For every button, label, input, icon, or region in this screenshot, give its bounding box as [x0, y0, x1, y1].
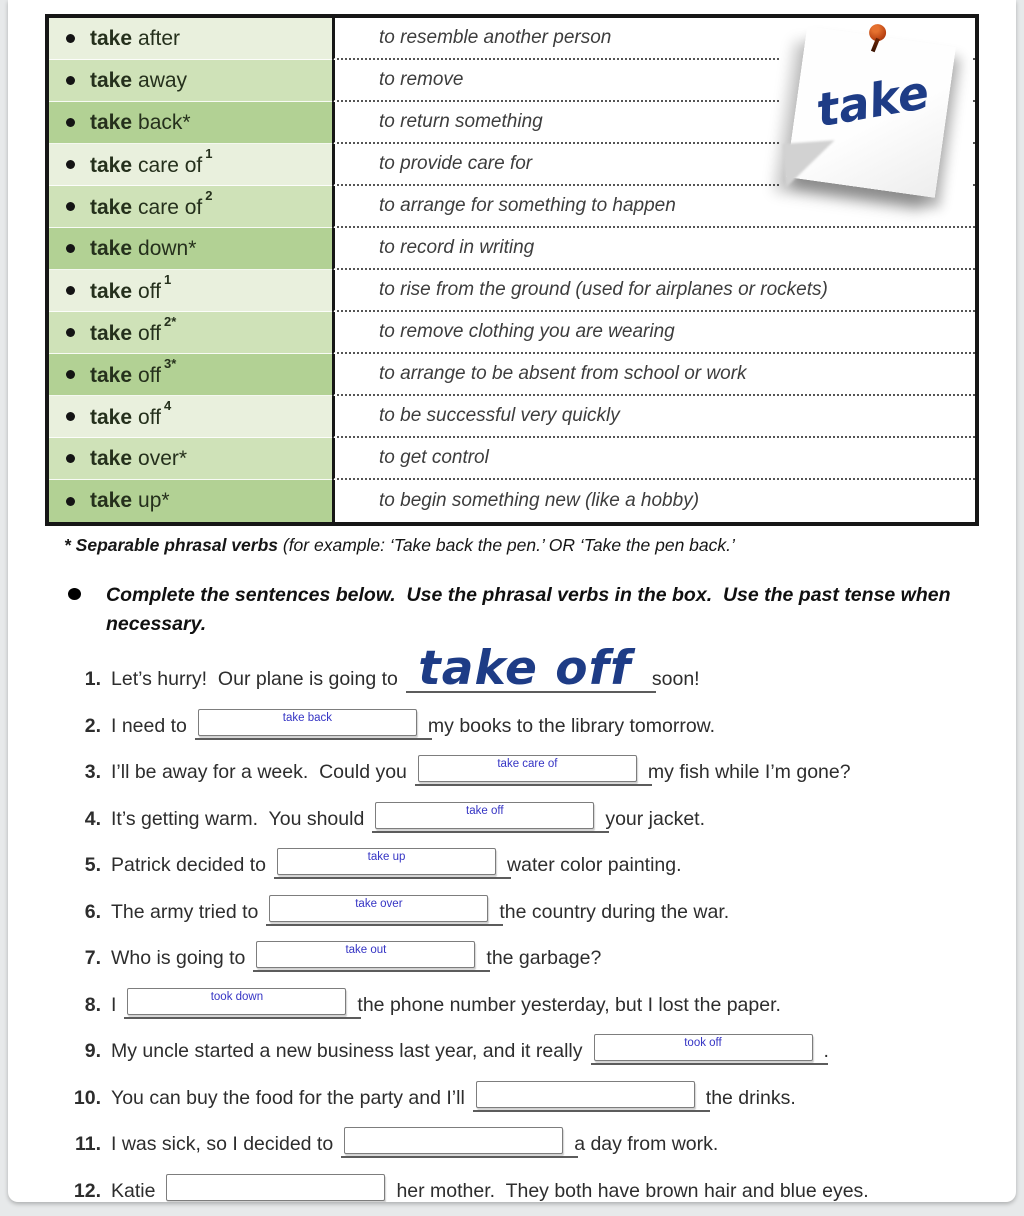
- answer-blank: [269, 895, 488, 926]
- sentence-number: 2.: [84, 714, 101, 737]
- verb-text: [90, 111, 191, 135]
- definition-text: to rise from the ground (used for airplanes or rockets): [379, 279, 828, 300]
- verb-text: [90, 313, 177, 346]
- sentence-number: 11.: [74, 1133, 101, 1155]
- bullet-icon: [66, 497, 75, 506]
- sentence-row: [64, 789, 1016, 836]
- definition-text: to arrange to be absent from school or work: [379, 363, 747, 384]
- definition-cell: [332, 438, 975, 480]
- handwritten-answer: take off: [418, 641, 632, 696]
- note-curl: [783, 140, 838, 188]
- blank-line: [163, 1201, 400, 1203]
- sentence-number: 5.: [84, 854, 101, 876]
- verb-particle: off: [138, 405, 161, 429]
- verb-particle: down*: [138, 236, 197, 260]
- blank-line: [406, 689, 656, 693]
- verb-cell: [49, 60, 332, 102]
- sentence-text-before: Let’s hurry! Our plane is going to: [111, 668, 398, 690]
- verb-cell: [49, 102, 332, 144]
- verb-text: [90, 237, 196, 261]
- blank-line: [274, 875, 511, 879]
- bullet-icon: [66, 370, 75, 379]
- bullet-icon: [66, 244, 75, 253]
- sentence-row: [64, 929, 1016, 976]
- bullet-icon: [66, 34, 75, 43]
- blank-line: [372, 829, 609, 833]
- verb-text: [90, 271, 172, 304]
- sentence-row: [64, 743, 1016, 790]
- answer-blank: [476, 1081, 695, 1112]
- definition-text: to provide care for: [379, 153, 533, 174]
- verb-bold: take: [90, 236, 133, 260]
- answer-field[interactable]: [198, 709, 417, 736]
- verb-particle: back*: [138, 110, 191, 134]
- sentence-number: 9.: [84, 1040, 101, 1062]
- answer-blank: [166, 1174, 385, 1203]
- definition-text: to resemble another person: [379, 27, 612, 48]
- definition-cell: [332, 354, 975, 396]
- verb-bold: take: [90, 321, 133, 345]
- answer-field[interactable]: [256, 941, 475, 968]
- answer-field-text: take out: [345, 944, 387, 956]
- bullet-icon: [66, 328, 75, 337]
- sentence-number: 7.: [84, 947, 101, 969]
- sentence-text-after: the garbage?: [486, 947, 602, 969]
- verb-particle: care of: [138, 195, 203, 219]
- answer-field[interactable]: [344, 1127, 563, 1154]
- bullet-icon: [66, 202, 75, 211]
- bullet-icon: [68, 588, 81, 600]
- table-row: [49, 438, 975, 480]
- definition-cell: [332, 270, 975, 312]
- answer-blank: [594, 1034, 813, 1065]
- table-row: [49, 228, 975, 270]
- answer-blank: [198, 709, 417, 740]
- answer-blank: [344, 1127, 563, 1158]
- sentence-number: 4.: [84, 807, 101, 830]
- verb-cell: [49, 18, 332, 60]
- sentence-text-after: my books to the library tomorrow.: [427, 714, 716, 737]
- verb-text: [90, 187, 213, 220]
- sentence-text-before: The army tried to: [111, 900, 259, 923]
- bullet-icon: [66, 76, 75, 85]
- answer-field-text: take care of: [497, 758, 558, 770]
- sticky-note-area: [780, 20, 973, 218]
- blank-line: [253, 968, 490, 972]
- verb-particle: off: [138, 321, 161, 345]
- definition-cell: [332, 480, 975, 522]
- verb-superscript: 2*: [164, 313, 177, 329]
- verb-particle: over*: [138, 446, 188, 470]
- answer-field[interactable]: [375, 802, 594, 829]
- table-row: [49, 480, 975, 522]
- sentence-text-before: My uncle started a new business last year, and it really: [111, 1040, 583, 1062]
- sentence-row: [64, 1161, 1016, 1202]
- table-row: [49, 270, 975, 312]
- verb-cell: [49, 228, 332, 270]
- verb-superscript: 1: [164, 271, 172, 287]
- answer-field-text: took off: [684, 1037, 722, 1049]
- sentence-text-after: a day from work.: [574, 1133, 719, 1155]
- verb-cell: [49, 144, 332, 186]
- answer-blank-handwritten[interactable]: [409, 641, 641, 696]
- blank-line: [266, 922, 503, 926]
- sentence-text-after: the drinks.: [705, 1086, 796, 1109]
- sentence-number: 8.: [84, 993, 101, 1016]
- answer-field[interactable]: [269, 895, 488, 922]
- sentence-row: [64, 1022, 1016, 1069]
- verb-particle: off: [138, 279, 161, 303]
- sentence-text-before: I’ll be away for a week. Could you: [111, 761, 407, 783]
- sentence-number: 12.: [73, 1179, 101, 1202]
- bullet-icon: [66, 454, 75, 463]
- answer-blank: [375, 802, 594, 833]
- verb-text: [90, 489, 170, 513]
- sentence-row: [64, 1068, 1016, 1115]
- verb-text: [90, 145, 213, 178]
- verb-cell: [49, 438, 332, 480]
- blank-line: [195, 736, 432, 740]
- definition-text: to record in writing: [379, 237, 535, 258]
- answer-field[interactable]: [166, 1174, 385, 1201]
- answer-field[interactable]: [127, 988, 346, 1015]
- bullet-icon: [66, 160, 75, 169]
- verb-bold: take: [90, 489, 133, 512]
- footnote-rest: (for example: ‘Take back the pen.’ OR ‘Take the pen back.’: [278, 535, 735, 555]
- sticky-note-text: take: [812, 64, 933, 138]
- bullet-icon: [66, 118, 75, 127]
- separable-footnote: [64, 535, 1016, 556]
- instruction-block: [68, 581, 1016, 640]
- blank-line: [341, 1154, 578, 1158]
- sentence-row: [64, 1115, 1016, 1162]
- sentence-text-before: It’s getting warm. You should: [111, 807, 365, 830]
- sentence-text-after: your jacket.: [605, 807, 706, 830]
- sentence-row: [64, 975, 1016, 1022]
- verb-bold: take: [90, 446, 133, 470]
- verb-superscript: 3*: [164, 355, 177, 371]
- verb-text: [90, 27, 180, 51]
- definition-text: to remove: [379, 69, 464, 90]
- verb-particle: care of: [138, 153, 203, 177]
- sentence-text-before: You can buy the food for the party and I’ll: [111, 1086, 465, 1109]
- verb-text: [90, 447, 187, 471]
- sentence-number: 10.: [73, 1086, 101, 1109]
- blank-line: [473, 1108, 710, 1112]
- bullet-icon: [66, 286, 75, 295]
- answer-field[interactable]: [476, 1081, 695, 1108]
- verb-cell: [49, 312, 332, 354]
- sentence-text-after: my fish while I’m gone?: [647, 761, 851, 783]
- verb-cell: [49, 480, 332, 522]
- sentence-text-before: I need to: [111, 714, 187, 737]
- worksheet-page: [8, 0, 1016, 1202]
- answer-field[interactable]: [277, 848, 496, 875]
- definition-cell: [332, 228, 975, 270]
- footnote-term: * Separable phrasal verbs: [64, 535, 278, 555]
- definition-text: to return something: [379, 111, 543, 132]
- sentence-text-after: soon!: [651, 668, 700, 690]
- answer-field-text: take off: [466, 804, 504, 817]
- sentence-list: [64, 641, 1016, 1203]
- verb-bold: take: [90, 279, 133, 303]
- verb-text: [90, 355, 177, 388]
- sentence-number: 1.: [84, 668, 101, 690]
- definition-text: to arrange for something to happen: [379, 195, 676, 216]
- verb-particle: away: [138, 68, 188, 92]
- verb-bold: take: [90, 363, 133, 387]
- sentence-text-after: water color painting.: [507, 854, 682, 876]
- sentence-text-before: Who is going to: [111, 947, 246, 969]
- definition-text: to remove clothing you are wearing: [379, 321, 675, 342]
- verb-superscript: 4: [164, 397, 172, 413]
- table-row: [49, 354, 975, 396]
- verb-cell: [49, 396, 332, 438]
- sentence-text-after: her mother. They both have brown hair and blue eyes.: [396, 1179, 869, 1202]
- answer-field-text: take up: [367, 851, 406, 863]
- answer-blank: [127, 988, 346, 1019]
- definition-cell: [332, 396, 975, 438]
- verb-superscript: 2: [205, 187, 213, 203]
- definition-text: to begin something new (like a hobby): [379, 490, 700, 511]
- sentence-number: 3.: [84, 761, 101, 783]
- blank-line: [415, 782, 652, 786]
- sentence-text-after: the phone number yesterday, but I lost the paper.: [357, 993, 781, 1016]
- answer-field-text: take back: [282, 711, 333, 724]
- definition-text: to be successful very quickly: [379, 405, 620, 426]
- verb-bold: take: [90, 26, 133, 50]
- sentence-row: [64, 696, 1016, 743]
- verb-superscript: 1: [205, 145, 213, 161]
- answer-field[interactable]: [594, 1034, 813, 1061]
- table-row: [49, 312, 975, 354]
- sentence-text-before: Patrick decided to: [111, 854, 267, 876]
- verb-text: [90, 397, 172, 430]
- table-row: [49, 396, 975, 438]
- verb-cell: [49, 186, 332, 228]
- definition-cell: [332, 312, 975, 354]
- blank-line: [591, 1061, 828, 1065]
- answer-blank: [277, 848, 496, 879]
- sticky-note: [786, 26, 956, 197]
- verb-text: [90, 69, 187, 93]
- verb-bold: take: [90, 195, 133, 219]
- verb-cell: [49, 270, 332, 312]
- sentence-text-after: .: [823, 1040, 829, 1062]
- sentence-row: [64, 836, 1016, 883]
- verb-bold: take: [90, 110, 133, 134]
- sentence-text-before: I: [111, 993, 117, 1016]
- sentence-text-before: I was sick, so I decided to: [111, 1133, 334, 1155]
- verb-cell: [49, 354, 332, 396]
- sentence-text-before: Katie: [111, 1179, 156, 1202]
- sentence-row: [64, 641, 1016, 697]
- verb-bold: take: [90, 68, 133, 92]
- phrasal-verb-table: [45, 14, 979, 526]
- sentence-row: [64, 882, 1016, 929]
- answer-field-text: take over: [355, 897, 403, 910]
- bullet-icon: [66, 412, 75, 421]
- answer-field[interactable]: [418, 755, 637, 782]
- answer-field-text: took down: [210, 990, 264, 1003]
- verb-bold: take: [90, 153, 133, 177]
- push-pin-icon: [868, 23, 887, 42]
- sentence-text-after: the country during the war.: [499, 900, 730, 923]
- verb-particle: up*: [138, 489, 170, 512]
- blank-line: [124, 1015, 361, 1019]
- verb-particle: off: [138, 363, 161, 387]
- instruction-text: Complete the sentences below. Use the phrasal verbs in the box. Use the past tense when necessary.: [106, 584, 956, 636]
- verb-bold: take: [90, 405, 133, 429]
- answer-blank: [418, 755, 637, 786]
- definition-text: to get control: [379, 447, 489, 468]
- verb-particle: after: [138, 26, 181, 50]
- sentence-number: 6.: [84, 900, 101, 923]
- answer-blank: [256, 941, 475, 972]
